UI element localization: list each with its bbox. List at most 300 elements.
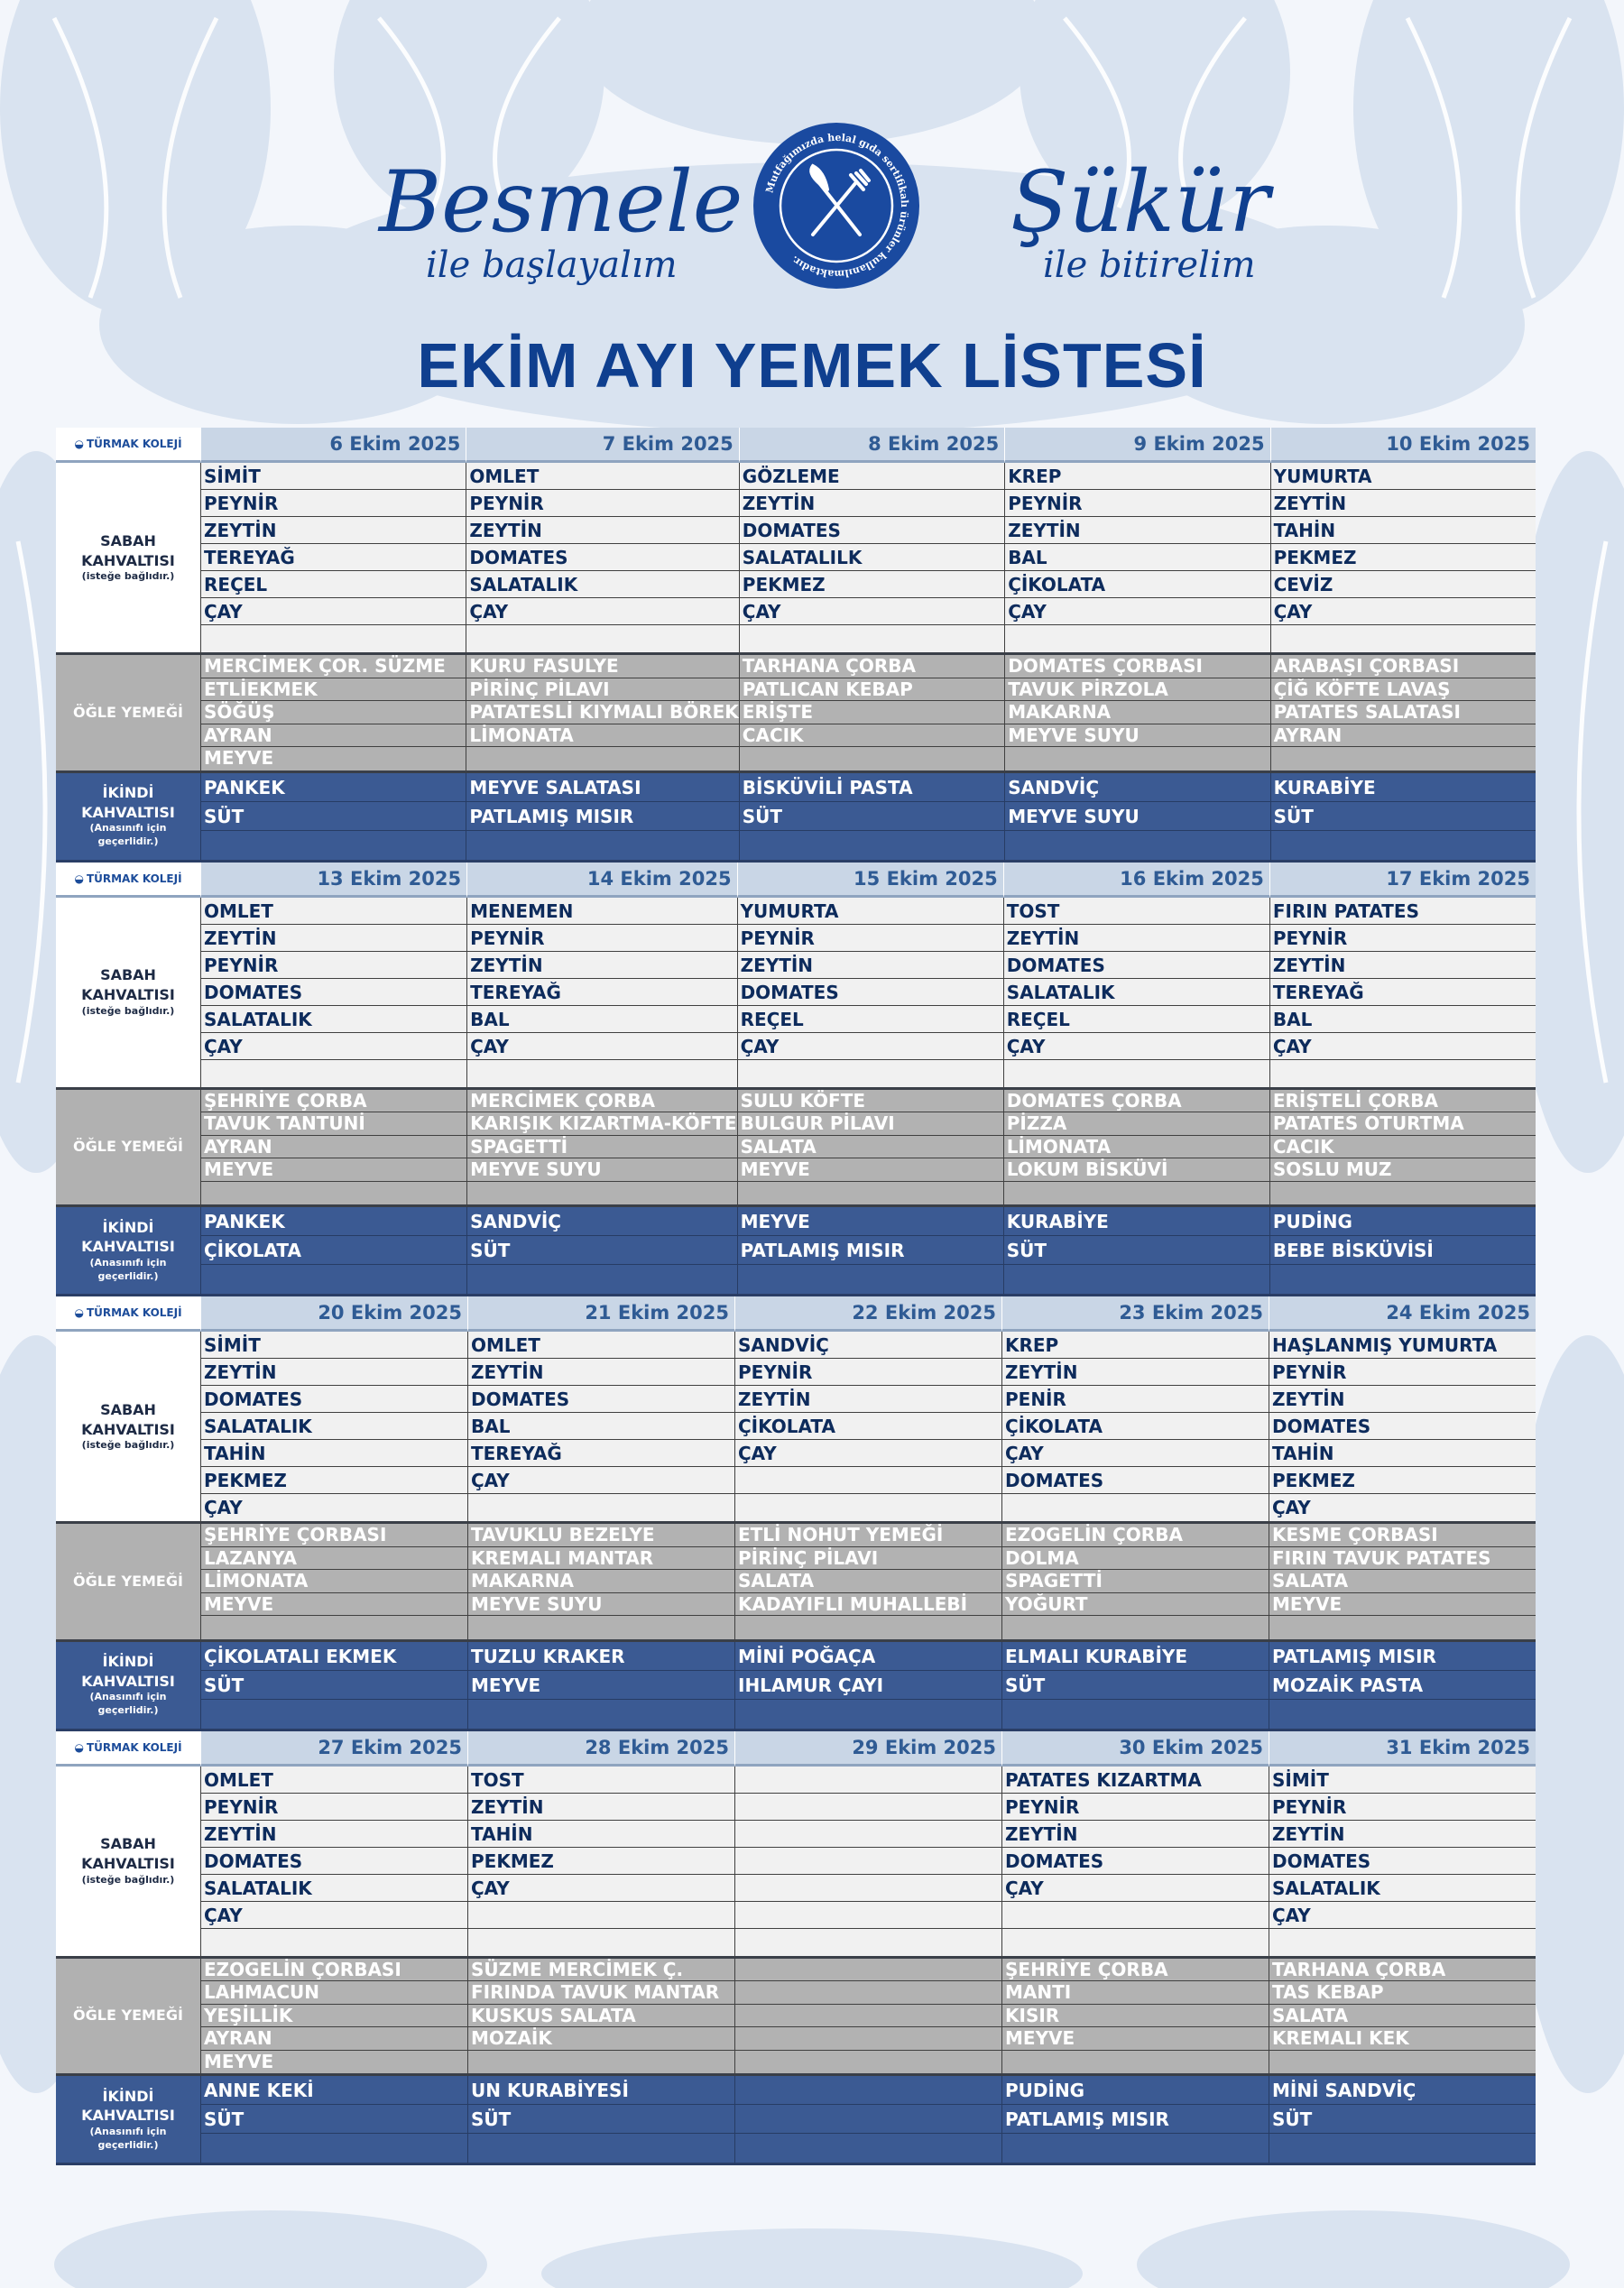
menu-item: KISIR	[1002, 2005, 1269, 2028]
snack-day-cell	[739, 773, 1004, 863]
menu-item: PATLAMIŞ MISIR	[738, 1236, 1003, 1265]
menu-item: FIRIN TAVUK PATATES	[1269, 1547, 1536, 1571]
menu-item	[201, 625, 466, 652]
menu-item: IHLAMUR ÇAYI	[735, 1671, 1001, 1700]
menu-item: ÇAY	[1272, 1497, 1311, 1518]
breakfast-day-cell	[466, 898, 736, 1090]
menu-item: ÇAY	[1002, 1875, 1269, 1902]
menu-item: DOMATES	[466, 544, 738, 571]
menu-item	[1004, 1060, 1269, 1087]
menu-item: KARIŞIK KIZARTMA-KÖFTE	[467, 1112, 736, 1136]
date-header: 9 Ekim 2025	[1004, 428, 1269, 463]
menu-item: MEYVE	[204, 747, 274, 769]
menu-item: LİMONATA	[201, 1570, 467, 1593]
menu-item	[201, 1060, 466, 1087]
menu-item: HAŞLANMIŞ YUMURTA	[1269, 1332, 1536, 1359]
menu-item: MEYVE	[204, 2050, 274, 2072]
menu-item: MERCİMEK ÇORBA	[467, 1090, 736, 1113]
page-header	[0, 0, 1624, 424]
menu-item: AYRAN	[201, 724, 466, 748]
menu-item	[735, 1902, 1001, 1929]
lunch-day-cell	[1269, 1959, 1536, 2077]
menu-item: KUSKUS SALATA	[468, 2005, 734, 2028]
menu-item	[738, 1182, 1003, 1205]
snack-label-line1: İKİNDİ	[102, 2087, 154, 2105]
menu-item: ÇİKOLATA	[1005, 571, 1269, 598]
menu-item	[735, 1700, 1001, 1729]
menu-item: AYRAN	[201, 1136, 466, 1159]
lunch-label	[56, 1524, 200, 1642]
menu-item: SÜT	[1269, 2105, 1536, 2134]
snack-label	[56, 1207, 200, 1296]
menu-item: MEYVE	[1269, 1593, 1536, 1617]
menu-item: FIRIN PATATES	[1270, 898, 1536, 925]
menu-item: BULGUR PİLAVI	[738, 1112, 1003, 1136]
snack-day-cell	[1004, 773, 1269, 863]
menu-item: TARHANA ÇORBA	[740, 655, 1004, 678]
lunch-day-cell	[466, 1090, 736, 1208]
menu-item	[740, 625, 1004, 652]
menu-item	[467, 1182, 736, 1205]
snack-day-cell	[734, 1642, 1001, 1731]
lunch-day-cell	[1269, 1524, 1536, 1642]
menu-item: AYRAN	[1271, 724, 1536, 748]
breakfast-label	[56, 1332, 200, 1524]
menu-item: ARABAŞI ÇORBASI	[1271, 655, 1536, 678]
menu-item: PEYNİR	[467, 925, 736, 952]
menu-item: SALATALIK	[1004, 979, 1269, 1006]
snack-day-cell	[200, 1207, 466, 1296]
menu-item: MERCİMEK ÇOR. SÜZME	[201, 655, 466, 678]
breakfast-label-line1: SABAH	[100, 1400, 156, 1418]
date-header: 10 Ekim 2025	[1270, 428, 1536, 463]
menu-item: SÖĞÜŞ	[201, 701, 466, 724]
menu-item: ÇİKOLATA	[735, 1413, 1001, 1440]
menu-item: ETLİEKMEK	[201, 678, 466, 702]
lunch-day-cell	[200, 655, 466, 773]
snack-day-cell	[1270, 773, 1536, 863]
menu-item: ERİŞTELİ ÇORBA	[1270, 1090, 1536, 1113]
menu-item	[735, 1959, 1001, 1982]
menu-item: ZEYTİN	[738, 952, 1003, 979]
menu-item: DOMATES	[740, 517, 1004, 544]
menu-item: MENEMEN	[467, 898, 736, 925]
menu-item: ÇAY	[468, 1875, 734, 1902]
menu-item: DOMATES ÇORBA	[1004, 1090, 1269, 1113]
menu-item: PEKMEZ	[1271, 544, 1536, 571]
breakfast-label-line2: KAHVALTISI	[81, 1420, 175, 1438]
menu-item	[1271, 625, 1536, 652]
snack-day-cell	[1269, 1642, 1536, 1731]
menu-item: REÇEL	[201, 571, 466, 598]
date-header: 15 Ekim 2025	[737, 863, 1003, 898]
menu-item: MEYVE SUYU	[1005, 724, 1269, 748]
menu-item: TAVUKLU BEZELYE	[468, 1524, 734, 1547]
snack-day-cell	[200, 773, 466, 863]
menu-item	[467, 1060, 736, 1087]
menu-item	[468, 1929, 734, 1956]
menu-item: YEŞİLLİK	[201, 2005, 467, 2028]
menu-item: EZOGELİN ÇORBA	[1002, 1524, 1269, 1547]
breakfast-day-cell	[200, 1767, 467, 1959]
date-header: 27 Ekim 2025	[200, 1731, 467, 1767]
menu-item: SÜT	[201, 802, 466, 831]
menu-item: SULU KÖFTE	[738, 1090, 1003, 1113]
menu-item: SİMİT	[201, 463, 466, 490]
menu-item: MEYVE SUYU	[467, 1158, 736, 1182]
lunch-label	[56, 655, 200, 773]
menu-item: LİMONATA	[466, 724, 738, 748]
menu-item	[738, 1265, 1003, 1294]
breakfast-day-cell	[467, 1332, 734, 1524]
menu-item: ÇAY	[738, 1033, 1003, 1060]
menu-item: SANDVİÇ	[735, 1332, 1001, 1359]
menu-item: ÇAY	[735, 1440, 1001, 1467]
menu-item: TAHİN	[1269, 1440, 1536, 1467]
menu-item: MANTI	[1002, 1981, 1269, 2005]
menu-item	[740, 747, 1004, 770]
breakfast-day-cell	[1269, 1767, 1536, 1959]
menu-item: DOMATES	[1004, 952, 1269, 979]
menu-item: ZEYTİN	[1002, 1821, 1269, 1848]
school-name: TÜRMAK KOLEJİ	[86, 872, 182, 885]
menu-item	[735, 2076, 1001, 2105]
menu-item: MEYVE	[201, 1158, 466, 1182]
menu-item: PEYNİR	[1270, 925, 1536, 952]
menu-item	[201, 2134, 467, 2163]
date-header: 30 Ekim 2025	[1001, 1731, 1269, 1767]
menu-item: UN KURABİYESİ	[468, 2076, 734, 2105]
menu-item: PEYNİR	[735, 1359, 1001, 1386]
menu-item: ÇAY	[1271, 598, 1536, 625]
menu-item: PATATESLİ KIYMALI BÖREK	[466, 701, 738, 724]
menu-item: ÇAY	[204, 1497, 243, 1518]
menu-item: ZEYTİN	[468, 1794, 734, 1821]
menu-item	[1005, 625, 1269, 652]
menu-item: DOMATES	[468, 1386, 734, 1413]
menu-item: ZEYTİN	[740, 490, 1004, 517]
menu-item: SOSLU MUZ	[1270, 1158, 1536, 1182]
snack-label-note1: (Anasınıfı için	[89, 1691, 167, 1703]
breakfast-day-cell	[1003, 898, 1269, 1090]
school-logo-cell	[56, 863, 200, 898]
breakfast-label-note: (isteğe bağlıdır.)	[81, 570, 175, 583]
date-header: 8 Ekim 2025	[739, 428, 1004, 463]
menu-item: ZEYTİN	[468, 1359, 734, 1386]
snack-day-cell	[1001, 2076, 1269, 2165]
menu-item: MEYVE	[738, 1207, 1003, 1236]
menu-item: PEYNİR	[738, 925, 1003, 952]
snack-label-note2: geçerlidir.)	[97, 1704, 159, 1717]
date-header: 21 Ekim 2025	[467, 1296, 734, 1332]
school-logo-cell	[56, 1731, 200, 1767]
snack-label-line2: KAHVALTISI	[81, 803, 175, 821]
menu-item	[735, 1929, 1001, 1956]
menu-item: ÇAY	[1005, 598, 1269, 625]
lunch-day-cell	[734, 1959, 1001, 2077]
menu-item: TAS KEBAP	[1269, 1981, 1536, 2005]
snack-label-line2: KAHVALTISI	[81, 2107, 175, 2125]
lunch-day-cell	[1004, 655, 1269, 773]
menu-item	[1271, 831, 1536, 860]
school-logo-cell	[56, 428, 200, 463]
menu-item: MEYVE SUYU	[1005, 802, 1269, 831]
breakfast-day-cell	[1001, 1332, 1269, 1524]
menu-item: SÜZME MERCİMEK Ç.	[468, 1959, 734, 1982]
week-block	[56, 863, 1536, 1297]
date-header: 7 Ekim 2025	[466, 428, 738, 463]
menu-item: PUDİNG	[1002, 2076, 1269, 2105]
snack-label-line1: İKİNDİ	[102, 1653, 154, 1671]
menu-item: ÇAY	[466, 598, 738, 625]
lunch-day-cell	[739, 655, 1004, 773]
menu-item: BAL	[468, 1413, 734, 1440]
date-header: 14 Ekim 2025	[466, 863, 736, 898]
menu-item: SÜT	[1271, 802, 1536, 831]
breakfast-label-line1: SABAH	[100, 531, 156, 549]
lunch-label-text: ÖĞLE YEMEĞİ	[73, 703, 183, 721]
breakfast-day-cell	[200, 1332, 467, 1524]
menu-item	[735, 2005, 1001, 2028]
menu-item	[1005, 747, 1269, 770]
lunch-day-cell	[466, 655, 738, 773]
school-name: TÜRMAK KOLEJİ	[86, 438, 182, 450]
snack-label-note1: (Anasınıfı için	[89, 822, 167, 835]
menu-item: PEKMEZ	[1269, 1467, 1536, 1494]
menu-item	[735, 1467, 1001, 1494]
menu-item: YUMURTA	[738, 898, 1003, 925]
menu-item: PATLICAN KEBAP	[740, 678, 1004, 702]
menu-item: DOMATES	[738, 979, 1003, 1006]
menu-item: DOMATES	[1002, 1467, 1269, 1494]
menu-item: PATATES OTURTMA	[1270, 1112, 1536, 1136]
menu-item: CACIK	[740, 724, 1004, 748]
breakfast-label-note: (isteğe bağlıdır.)	[81, 1004, 175, 1017]
menu-item	[1002, 1700, 1269, 1729]
menu-item: ÇAY	[201, 1033, 466, 1060]
menu-item: SÜT	[201, 1671, 467, 1700]
menu-item: DOMATES	[1002, 1848, 1269, 1875]
snack-label-note2: geçerlidir.)	[97, 835, 159, 848]
menu-item: AYRAN	[201, 2027, 467, 2051]
menu-item	[466, 831, 738, 860]
snack-day-cell	[466, 1207, 736, 1296]
menu-item: SALATA	[738, 1136, 1003, 1159]
menu-item: ZEYTİN	[735, 1386, 1001, 1413]
menu-item: SÜT	[201, 2105, 467, 2134]
menu-item: DOMATES	[201, 1848, 467, 1875]
halal-kitchen-logo	[752, 121, 921, 291]
breakfast-day-cell	[734, 1767, 1001, 1959]
date-header: 24 Ekim 2025	[1269, 1296, 1536, 1332]
menu-item: ÇAY	[467, 1033, 736, 1060]
menu-item: PEKMEZ	[201, 1467, 467, 1494]
menu-item	[1002, 2134, 1269, 2163]
snack-label-line2: KAHVALTISI	[81, 1672, 175, 1690]
snack-day-cell	[466, 773, 738, 863]
menu-item: ZEYTİN	[1004, 925, 1269, 952]
menu-item: PATLAMIŞ MISIR	[1002, 2105, 1269, 2134]
lunch-day-cell	[200, 1524, 467, 1642]
snack-label	[56, 773, 200, 863]
breakfast-day-cell	[466, 463, 738, 655]
snack-label-note1: (Anasınıfı için	[89, 2125, 167, 2137]
menu-item: YUMURTA	[1271, 463, 1536, 490]
menu-item	[201, 1182, 466, 1205]
menu-item: DOMATES	[1269, 1413, 1536, 1440]
menu-item: TAHİN	[468, 1821, 734, 1848]
menu-item	[467, 1265, 736, 1294]
menu-item: ZEYTİN	[201, 517, 466, 544]
lunch-label	[56, 1090, 200, 1208]
lunch-day-cell	[200, 1959, 467, 2077]
week-block	[56, 1296, 1536, 1731]
menu-item	[1002, 2051, 1269, 2074]
menu-item: PEYNİR	[1269, 1794, 1536, 1821]
snack-day-cell	[467, 2076, 734, 2165]
sukur-subtext: ile bitirelim	[1043, 244, 1256, 286]
lunch-day-cell	[1270, 655, 1536, 773]
menu-item: MEYVE	[201, 1593, 467, 1617]
menu-item: BAL	[1270, 1006, 1536, 1033]
date-header: 17 Ekim 2025	[1269, 863, 1536, 898]
menu-item: ÇAY	[1004, 1033, 1269, 1060]
menu-item	[201, 1700, 467, 1729]
date-header: 23 Ekim 2025	[1001, 1296, 1269, 1332]
snack-label-line1: İKİNDİ	[102, 1218, 154, 1236]
breakfast-label-note: (isteğe bağlıdır.)	[81, 1439, 175, 1452]
menu-item: ZEYTİN	[1269, 1821, 1536, 1848]
menu-item: TEREYAĞ	[467, 979, 736, 1006]
menu-item: SÜT	[1002, 1671, 1269, 1700]
menu-item: TOST	[1004, 898, 1269, 925]
date-header: 6 Ekim 2025	[200, 428, 466, 463]
menu-item: ŞEHRİYE ÇORBA	[1002, 1959, 1269, 1982]
menu-item	[735, 1875, 1001, 1902]
menu-item	[1270, 1182, 1536, 1205]
menu-item: SALATA	[735, 1570, 1001, 1593]
breakfast-label-line2: KAHVALTISI	[81, 1855, 175, 1873]
menu-item: ZEYTİN	[1005, 517, 1269, 544]
school-logo-cell	[56, 1296, 200, 1332]
menu-item: PEYNİR	[1005, 490, 1269, 517]
breakfast-day-cell	[737, 898, 1003, 1090]
breakfast-day-cell	[1270, 463, 1536, 655]
snack-day-cell	[1001, 1642, 1269, 1731]
menu-item: MİNİ SANDVİÇ	[1269, 2076, 1536, 2105]
menu-item: PATLAMIŞ MISIR	[466, 802, 738, 831]
menu-item: KURABİYE	[1004, 1207, 1269, 1236]
menu-item: LOKUM BİSKÜVİ	[1004, 1158, 1269, 1182]
menu-item: SALATALIK	[201, 1875, 467, 1902]
menu-item: ZEYTİN	[1271, 490, 1536, 517]
menu-item: ŞEHRİYE ÇORBASI	[201, 1524, 467, 1547]
menu-item: SİMİT	[201, 1332, 467, 1359]
menu-item: DOLMA	[1002, 1547, 1269, 1571]
menu-item: ZEYTİN	[466, 517, 738, 544]
menu-item: REÇEL	[1004, 1006, 1269, 1033]
menu-item: ÇAY	[201, 1902, 467, 1929]
menu-item: SİMİT	[1269, 1767, 1536, 1794]
breakfast-day-cell	[200, 463, 466, 655]
breakfast-day-cell	[467, 1767, 734, 1959]
menu-item: KREMALI MANTAR	[468, 1547, 734, 1571]
menu-item: BİSKÜVİLİ PASTA	[740, 773, 1004, 802]
menu-item	[1269, 1929, 1536, 1956]
date-header: 29 Ekim 2025	[734, 1731, 1001, 1767]
menu-item: MİNİ POĞAÇA	[735, 1642, 1001, 1671]
school-icon: ◒	[74, 872, 84, 885]
lunch-day-cell	[1269, 1090, 1536, 1208]
date-header: 13 Ekim 2025	[200, 863, 466, 898]
snack-label	[56, 2076, 200, 2165]
svg-text:Mutfağımızda helal gıda sertif: Mutfağımızda helal gıda sertifikalı ürünler kullanılmaktadır.	[763, 131, 911, 281]
snack-day-cell	[200, 2076, 467, 2165]
menu-item: LAHMACUN	[201, 1981, 467, 2005]
menu-item: LİMONATA	[1004, 1136, 1269, 1159]
menu-item: PEKMEZ	[468, 1848, 734, 1875]
breakfast-label	[56, 898, 200, 1090]
menu-item: CACIK	[1270, 1136, 1536, 1159]
lunch-day-cell	[200, 1090, 466, 1208]
menu-item: ZEYTİN	[201, 925, 466, 952]
menu-item: TEREYAĞ	[201, 544, 466, 571]
breakfast-label-line2: KAHVALTISI	[81, 551, 175, 569]
menu-item	[466, 747, 738, 770]
menu-item: PEKMEZ	[740, 571, 1004, 598]
menu-item: ZEYTİN	[201, 1359, 467, 1386]
menu-item: PEYNİR	[201, 490, 466, 517]
menu-item: EZOGELİN ÇORBASI	[201, 1959, 467, 1982]
menu-item: MOZAİK	[468, 2027, 734, 2051]
menu-item	[735, 2027, 1001, 2051]
menu-item	[735, 2051, 1001, 2074]
menu-item: BEBE BİSKÜVİSİ	[1270, 1236, 1536, 1265]
date-header: 31 Ekim 2025	[1269, 1731, 1536, 1767]
breakfast-label-line1: SABAH	[100, 1835, 156, 1853]
menu-item: GÖZLEME	[740, 463, 1004, 490]
school-icon: ◒	[74, 1306, 84, 1319]
menu-item: PATATES SALATASI	[1271, 701, 1536, 724]
menu-item: YOĞURT	[1002, 1593, 1269, 1617]
breakfast-label	[56, 463, 200, 655]
menu-item: SALATALIK	[1269, 1875, 1536, 1902]
menu-item: PİZZA	[1004, 1112, 1269, 1136]
menu-item: PİRİNÇ PİLAVI	[735, 1547, 1001, 1571]
snack-day-cell	[200, 1642, 467, 1731]
sukur-text: Şükür	[1010, 153, 1270, 252]
menu-item: SALATALIK	[201, 1006, 466, 1033]
snack-label-note1: (Anasınıfı için	[89, 1256, 167, 1269]
lunch-day-cell	[734, 1524, 1001, 1642]
menu-item	[1271, 747, 1536, 770]
menu-item: MEYVE	[1002, 2027, 1269, 2051]
menu-item: PEYNİR	[201, 952, 466, 979]
menu-item: ANNE KEKİ	[201, 2076, 467, 2105]
menu-item: ŞEHRİYE ÇORBA	[201, 1090, 466, 1113]
menu-item: SÜT	[1004, 1236, 1269, 1265]
menu-item	[735, 1821, 1001, 1848]
lunch-label-text: ÖĞLE YEMEĞİ	[73, 1138, 183, 1156]
breakfast-day-cell	[734, 1332, 1001, 1524]
breakfast-label-line2: KAHVALTISI	[81, 986, 175, 1004]
menu-item: SPAGETTİ	[1002, 1570, 1269, 1593]
lunch-label-text: ÖĞLE YEMEĞİ	[73, 2007, 183, 2025]
snack-day-cell	[467, 1642, 734, 1731]
lunch-label	[56, 1959, 200, 2077]
menu-item	[740, 831, 1004, 860]
date-header: 28 Ekim 2025	[467, 1731, 734, 1767]
